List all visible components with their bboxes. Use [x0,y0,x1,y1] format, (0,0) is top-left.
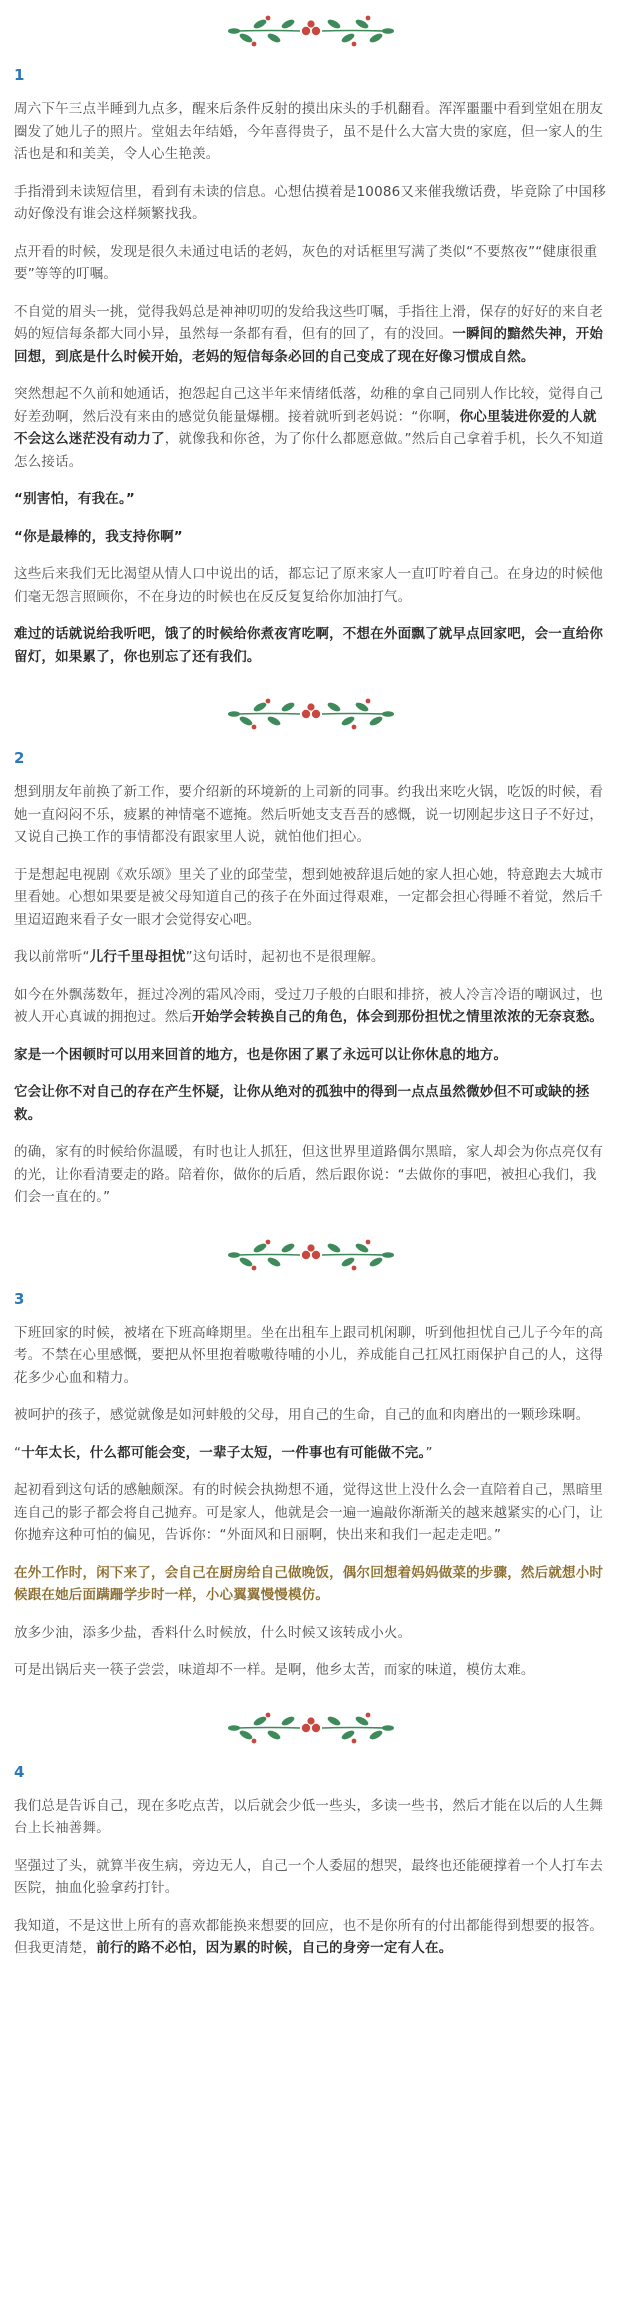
body-paragraph [14,1442,607,1465]
paragraph-text: 起初看到这句话的感触颇深。有的时候会执拗想不通，觉得这世上没什么会一直陪着自己，黑暗里连自己的影子都会将自己抛弃。可是家人，他就是会一遍一遍敲你渐渐关的越来越紧实的心门，让你抛弃这种可怕的偏见，告诉你：“外面风和日丽啊，快出来和我们一起走走吧。” [14,1482,604,1543]
paragraph-text: 于是想起电视剧《欢乐颂》里关了业的邱莹莹，想到她被辞退后她的家人担心她，特意跑去大城市里看她。心想如果要是被父母知道自己的孩子在外面过得艰难，一定都会担心得睡不着觉，然后千里迢迢跑来看子女一眼才会觉得安心吧。 [14,866,604,928]
body-paragraph [14,181,607,226]
body-paragraph [14,1659,607,1682]
paragraph-text: 突然想起不久前和她通话，抱怨起自己这半年来情绪低落，幼稚的拿自己同别人作比较，觉得自己好差劲啊，然后没有来由的感觉负能量爆棚。接着就听到老妈说：“你啊， [14,386,604,425]
paragraph-text: 下班回家的时候，被堵在下班高峰期里。坐在出租车上跟司机闲聊，听到他担忧自己儿子今年的高考。不禁在心里感慨，要把从怀里抱着嗷嗷待哺的小儿，养成能自己扛风扛雨保护自己的人，这得花多少心血和精力。 [14,1324,604,1386]
emphasis-text: 你心里装进你爱的人就不会这么迷茫没有动力了 [14,408,597,447]
body-paragraph [14,984,607,1029]
body-paragraph [14,623,607,668]
body-paragraph [14,946,607,969]
emphasis-text: 十年太长，什么都可能会变，一辈子太短，一件事也有可能做不完。 [21,1444,426,1461]
body-paragraph [14,1915,607,1960]
paragraph-text: 我们总是告诉自己，现在多吃点苦，以后就会少低一些头，多读一些书，然后才能在以后的人生舞台上长袖善舞。 [14,1797,604,1836]
paragraph-text: 家是一个困顿时可以用来回首的地方，也是你困了累了永远可以让你休息的地方。 [14,1046,508,1063]
holly-divider [14,1697,607,1759]
paragraph-text: 手指滑到未读短信里，看到有未读的信息。心想估摸着是10086又来催我缴话费，毕竟除了中国移动好像没有谁会这样频繁找我。 [14,183,606,222]
paragraph-text: 我知道，不是这世上所有的喜欢都能换来想要的回应，也不是你所有的付出都能得到想要的报答。但我更清楚， [14,1917,604,1956]
body-paragraph [14,98,607,166]
paragraph-text: 如今在外飘荡数年，捱过冷冽的霜风冷雨，受过刀子般的白眼和排挤，被人冷言冷语的嘲讽过，也被人开心真诚的拥抱过。然后 [14,986,604,1025]
paragraph-text: 我以前常听“ [14,949,90,965]
body-paragraph [14,1622,607,1645]
body-paragraph [14,864,607,932]
body-paragraph [14,1795,607,1840]
paragraph-text: 难过的话就说给我听吧，饿了的时候给你煮夜宵吃啊，不想在外面飘了就早点回家吧，会一直给你留灯，如果累了，你也别忘了还有我们。 [14,626,604,665]
paragraph-text: 在外工作时，闲下来了，会自己在厨房给自己做晚饭，偶尔回想着妈妈做菜的步骤，然后就想小时候跟在她后面蹒跚学步时一样，小心翼翼慢慢模仿。 [14,1564,604,1603]
paragraph-text: “ [14,1444,22,1461]
body-paragraph [14,488,607,511]
body-paragraph [14,1479,607,1547]
paragraph-text: ，就像我和你爸，为了你什么都愿意做。”然后自己拿着手机，长久不知道怎么接话。 [14,431,604,470]
paragraph-text: 不自觉的眉头一挑，觉得我妈总是神神叨叨的发给我这些叮嘱，手指往上滑，保存的好好的来自老妈的短信每条都大同小异，虽然每一条都有看，但有的回了，有的没回。 [14,303,604,342]
body-paragraph [14,1855,607,1900]
holly-divider [14,0,607,62]
paragraph-text: ” [425,1444,433,1461]
paragraph-text: “你是最棒的，我支持你啊” [14,528,183,545]
holly-branch-ornament-icon [226,1710,396,1746]
paragraph-text: 坚强过了头，就算半夜生病，旁边无人，自己一个人委屈的想哭，最终也还能硬撑着一个人打车去医院，抽血化验拿药打针。 [14,1857,604,1896]
body-paragraph [14,301,607,369]
paragraph-text: 它会让你不对自己的存在产生怀疑，让你从绝对的孤独中的得到一点点虽然微妙但不可或缺的拯救。 [14,1084,590,1123]
holly-branch-ornament-icon [226,696,396,732]
body-paragraph [14,1081,607,1126]
emphasis-text: 儿行千里母担忧 [89,949,186,965]
paragraph-text: 放多少油，添多少盐，香料什么时候放，什么时候又该转成小火。 [14,1624,412,1641]
paragraph-text: 的确，家有的时候给你温暖，有时也让人抓狂，但这世界里道路偶尔黑暗，家人却会为你点亮仅有的光，让你看清要走的路。陪着你，做你的后盾，然后跟你说：“去做你的事吧，被担心我们，我们会一直在的。” [14,1144,604,1205]
section-number: 2 [14,749,25,767]
body-paragraph [14,781,607,849]
emphasis-text: 开始学会转换自己的角色，体会到那份担忧之情里浓浓的无奈哀愁。 [192,1009,604,1025]
body-paragraph [14,1044,607,1067]
paragraph-text: 可是出锅后夹一筷子尝尝，味道却不一样。是啊，他乡太苦，而家的味道，模仿太难。 [14,1662,535,1678]
section-number: 1 [14,66,25,84]
body-paragraph [14,241,607,286]
body-paragraph [14,1404,607,1427]
section-number: 4 [14,1762,25,1781]
body-paragraph [14,1141,607,1209]
paragraph-text: 想到朋友年前换了新工作，要介绍新的环境新的上司新的同事。约我出来吃火锅，吃饭的时候，看她一直闷闷不乐，疲累的神情毫不遮掩。然后听她支支吾吾的感慨，说一切刚起步这日子不好过，又说自己换工作的事情都没有跟家里人说，就怕他们担心。 [14,784,604,845]
emphasis-text: 前行的路不必怕，因为累的时候，自己的身旁一定有人在。 [96,1940,453,1956]
body-paragraph [14,1322,607,1390]
holly-branch-ornament-icon [226,13,396,49]
holly-branch-ornament-icon [226,1237,396,1273]
paragraph-text: ”这句话时，起初也不是很理解。 [185,949,385,965]
holly-divider [14,1224,607,1286]
holly-divider [14,683,607,745]
paragraph-text: 周六下午三点半睡到九点多，醒来后条件反射的摸出床头的手机翻看。浑浑噩噩中看到堂姐在朋友圈发了她儿子的照片。堂姐去年结婚，今年喜得贵子，虽不是什么大富大贵的家庭，但一家人的生活也是和和美美，令人心生艳羡。 [14,101,604,162]
paragraph-text: 这些后来我们无比渴望从情人口中说出的话，都忘记了原来家人一直叮咛着自己。在身边的时候他们毫无怨言照顾你，不在身边的时候也在反反复复给你加油打气。 [14,566,604,605]
paragraph-text: 被呵护的孩子，感觉就像是如河蚌般的父母，用自己的生命，自己的血和肉磨出的一颗珍珠啊。 [14,1407,590,1423]
body-paragraph [14,563,607,608]
emphasis-text: 一瞬间的黯然失神，开始回想，到底是什么时候开始，老妈的短信每条必回的自己变成了现在好像习惯成自然。 [14,326,604,365]
body-paragraph [14,526,607,549]
paragraph-text: “别害怕，有我在。” [14,491,135,507]
body-paragraph [14,383,607,473]
body-paragraph [14,1562,607,1607]
section-number: 3 [14,1289,25,1308]
paragraph-text: 点开看的时候，发现是很久未通过电话的老妈，灰色的对话框里写满了类似“不要熬夜”“健康很重要”等等的叮嘱。 [14,243,598,282]
